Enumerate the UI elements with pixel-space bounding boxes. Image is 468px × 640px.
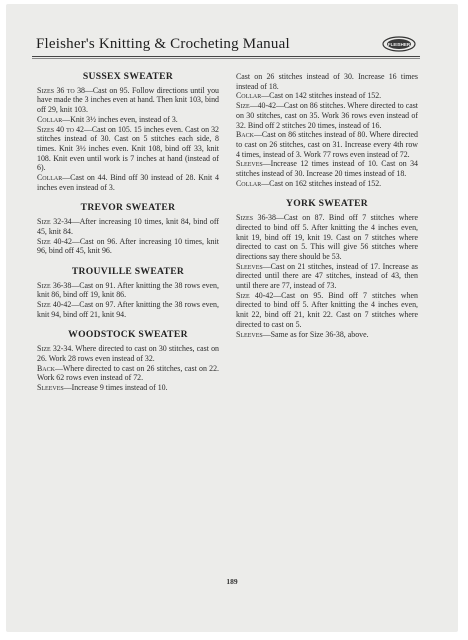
paragraph bbox=[37, 364, 219, 383]
paragraph-text: Cast on 26 stitches instead of 30. Increase 16 times instead of 18. bbox=[236, 72, 418, 91]
section-title-sussex: SUSSEX SWEATER bbox=[82, 71, 174, 82]
section-title-york: YORK SWEATER bbox=[285, 198, 369, 210]
paragraph-lead: Size 40-42 bbox=[37, 236, 72, 246]
paragraph-text: —Knit 3½ inches even, instead of 3. bbox=[62, 114, 178, 124]
paragraph-text: —40-42—Cast on 86 stitches. Where directed to cast on 30 stitches, cast on 35. Work 36 rows even instead of 32. Bind off 2 stitches 20 times, instead of 16. bbox=[236, 101, 418, 130]
paragraph-lead: Size 36-38 bbox=[37, 280, 72, 290]
paragraph-lead: Sizes 40 to 42 bbox=[37, 124, 84, 134]
page-number: 189 bbox=[226, 577, 238, 586]
paragraph-lead: Back bbox=[236, 130, 254, 140]
paragraph-text: —Same as for Size 36-38, above. bbox=[262, 329, 369, 339]
paragraph-text: —Cast on 105. 15 inches even. Cast on 32 stitches instead of 30. Cast on 5 stitches each side, 8 times. Knit 3½ inches even. Knit 108, bind off 33, knit 108. Knit even until work is 7 inches at hand (instead of 6). bbox=[37, 124, 219, 173]
paragraph bbox=[37, 115, 219, 125]
paragraph-lead: Sizes 36-38 bbox=[236, 213, 276, 223]
paragraph bbox=[37, 173, 219, 192]
paragraph bbox=[236, 330, 418, 340]
paragraph-lead: Size bbox=[236, 101, 250, 111]
paragraph-text: —Cast on 87. Bind off 7 stitches where directed to bind off 5. After knitting the 4 inches even, knit 19, bind off 19, knit 19. Cast on 7 stitches where directed to cast on 5. This will give 56 stitches where directions say there should be 53. bbox=[236, 213, 419, 261]
paragraph-lead: Sleeves bbox=[37, 382, 64, 392]
paragraph-text: —Cast on 97. After knitting the 38 rows even, knit 94, bind off 21, knit 94. bbox=[37, 300, 219, 319]
paragraph bbox=[236, 130, 418, 159]
paragraph bbox=[236, 213, 418, 262]
paragraph bbox=[236, 159, 418, 178]
paragraph bbox=[37, 300, 219, 319]
paragraph bbox=[236, 101, 418, 130]
paragraph bbox=[37, 86, 219, 115]
paragraph-text: —Where directed to cast on 26 stitches, cast on 22. Work 62 rows even instead of 72. bbox=[37, 363, 219, 383]
paragraph-text: —Cast on 21 stitches, instead of 17. Increase as directed until there are 47 stitches, instead of 43, then until there are 77, instead of 73. bbox=[236, 261, 418, 291]
paragraph-text: —Increase 9 times instead of 10. bbox=[63, 382, 168, 392]
paragraph bbox=[236, 291, 418, 330]
right-column bbox=[236, 72, 418, 339]
left-column bbox=[37, 72, 219, 393]
paragraph-text: —Cast on 162 stitches instead of 152. bbox=[261, 178, 382, 188]
fleisher-logo-icon bbox=[382, 36, 416, 52]
paragraph bbox=[37, 125, 219, 174]
paragraph bbox=[37, 281, 219, 300]
paragraph-lead: Size 32-34 bbox=[37, 344, 72, 354]
page-header bbox=[32, 34, 420, 60]
paragraph-lead: Sleeves bbox=[236, 261, 263, 271]
paragraph-text: —Cast on 91. After knitting the 38 rows even, knit 86, bind off 19, knit 86. bbox=[37, 280, 219, 300]
paragraph-text: —Cast on 96. After increasing 10 times, knit 96, bind off 45, knit 96. bbox=[37, 236, 219, 256]
paragraph-text: —Cast on 44. Bind off 30 instead of 28. Knit 4 inches even instead of 3. bbox=[37, 173, 219, 192]
paragraph-text: —Cast on 95. Follow directions until you have made the 3 inches even at hand. Then knit 103, bind off 29, knit 103. bbox=[37, 85, 219, 115]
paragraph-text: —Cast on 142 stitches instead of 152. bbox=[261, 91, 382, 101]
paragraph bbox=[236, 179, 418, 189]
paragraph-lead: Size 40-42 bbox=[37, 300, 72, 310]
paragraph-text: —After increasing 10 times, knit 84, bind off 45, knit 84. bbox=[37, 217, 219, 236]
paragraph-lead: Back bbox=[37, 363, 55, 373]
paragraph-lead: Sleeves bbox=[236, 159, 263, 169]
paragraph bbox=[236, 91, 418, 101]
paragraph-lead: Sizes 36 to 38 bbox=[37, 85, 85, 95]
paragraph-text: . Where directed to cast on 30 stitches, cast on 26. Work 28 rows even instead of 32. bbox=[37, 344, 219, 363]
section-title-trouville: TROUVILLE SWEATER bbox=[71, 265, 185, 277]
paragraph-text: —Cast on 86 stitches instead of 80. Where directed to cast on 26 stitches, cast on 31. Increase every 4th row 4 times, instead of 3. Work 77 rows even instead of 72. bbox=[236, 130, 418, 159]
paragraph-lead: Collar bbox=[236, 91, 262, 101]
paragraph bbox=[37, 383, 219, 393]
paragraph-lead: Size 32-34 bbox=[37, 217, 72, 227]
paragraph-lead: Sleeves bbox=[236, 329, 263, 339]
section-title-trevor: TREVOR SWEATER bbox=[80, 202, 176, 214]
paragraph-text: —Cast on 95. Bind off 7 stitches when directed to bind off 5. After knitting the 4 inches even, knit 22, bind off 21, knit 22. Cast on 7 stitches where directed to cast on 5. bbox=[236, 290, 418, 329]
paragraph bbox=[236, 72, 418, 91]
paragraph bbox=[37, 237, 219, 256]
paragraph-lead: Size 40-42 bbox=[236, 290, 274, 300]
paragraph bbox=[236, 262, 418, 291]
manual-page bbox=[6, 4, 458, 632]
header-rule bbox=[32, 56, 420, 59]
paragraph-lead: Collar bbox=[37, 173, 63, 183]
paragraph-text: —Increase 12 times instead of 10. Cast on 34 stitches instead of 30. Increase 20 times instead of 18. bbox=[236, 159, 418, 179]
paragraph bbox=[37, 344, 219, 363]
paragraph-lead: Collar bbox=[236, 178, 262, 188]
logo-text: FLEISHER bbox=[387, 42, 411, 47]
paragraph-lead: Collar bbox=[37, 114, 63, 124]
section-title-woodstock: WOODSTOCK SWEATER bbox=[68, 329, 188, 341]
header-title: Fleisher's Knitting & Crocheting Manual bbox=[36, 36, 290, 52]
paragraph bbox=[37, 217, 219, 236]
